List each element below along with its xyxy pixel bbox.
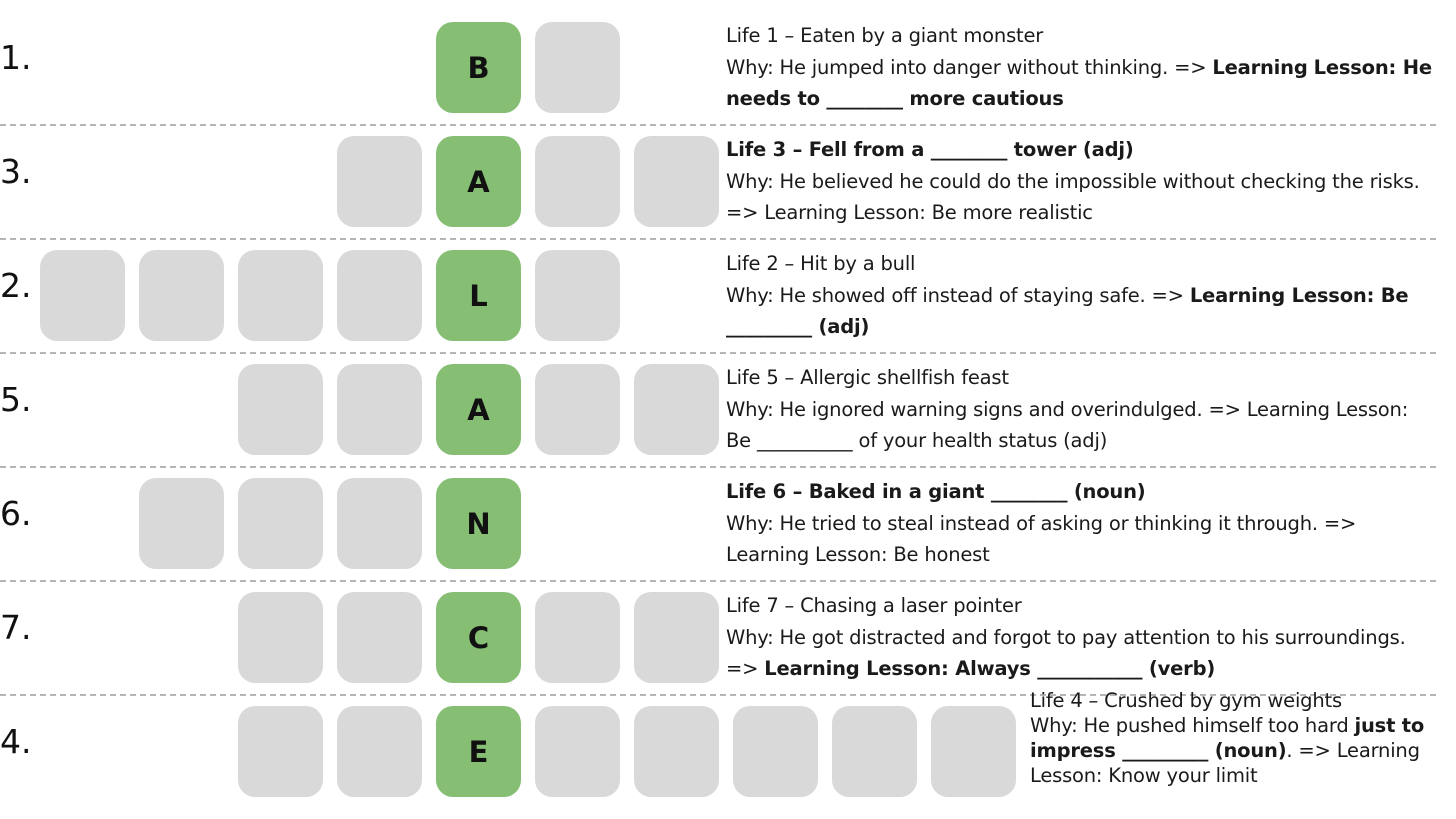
clue-segment: Lesson: He needs to ________ more cautious [726, 55, 1432, 110]
answer-cell[interactable] [139, 250, 224, 341]
clue-segment: Life 4 – Crushed by gym weights [1030, 689, 1342, 712]
clue-text [726, 134, 1436, 229]
puzzle-row [0, 456, 1456, 570]
answer-cell[interactable] [535, 22, 620, 113]
answer-cell[interactable] [535, 250, 620, 341]
clue-segment: Why: He got distracted and forgot to pay attention to his surroundings. => [726, 625, 1406, 680]
puzzle-row [0, 342, 1456, 456]
clue-segment: Learning Lesson: Be _________ (adj) [726, 283, 1409, 338]
answer-cell[interactable] [535, 706, 620, 797]
clue-segment: Why: He tried to steal instead of asking or thinking it through. => Learning Lesson: Be honest [726, 511, 1357, 566]
clue-segment: . => Learning Lesson: Know your limit [1030, 739, 1420, 787]
row-number: 3. [0, 151, 32, 191]
answer-cell[interactable] [139, 478, 224, 569]
answer-cell[interactable] [238, 364, 323, 455]
clue-segment: Life 7 – Chasing a laser pointer [726, 594, 1022, 617]
clue-segment: Life 2 – Hit by a bull [726, 252, 916, 275]
answer-cell[interactable] [337, 136, 422, 227]
answer-cell[interactable] [634, 592, 719, 683]
key-letter-cell: L [436, 250, 521, 341]
answer-cell[interactable] [40, 250, 125, 341]
key-letter-cell: N [436, 478, 521, 569]
clue-text [726, 20, 1436, 115]
clue-segment: just to impress _________ (noun) [1030, 714, 1425, 762]
clue-segment: Why: He ignored warning signs and overindulged. => Learning Lesson: Be __________ of your health status (adj) [726, 397, 1409, 452]
clue-segment: Why: He jumped into danger without thinking. => [726, 55, 1213, 79]
clue-segment: Why: He pushed himself too hard [1030, 714, 1355, 737]
answer-cell[interactable] [337, 364, 422, 455]
row-number: 2. [0, 265, 32, 305]
clue-text [726, 362, 1436, 457]
answer-cell[interactable] [535, 136, 620, 227]
answer-cell[interactable] [634, 364, 719, 455]
clue-text [726, 590, 1436, 685]
answer-cell[interactable] [337, 478, 422, 569]
row-number: 7. [0, 607, 32, 647]
answer-cell[interactable] [634, 706, 719, 797]
puzzle-row [0, 0, 1456, 114]
key-letter-cell: E [436, 706, 521, 797]
key-letter-cell: B [436, 22, 521, 113]
answer-cell[interactable] [634, 136, 719, 227]
key-letter-cell: A [436, 136, 521, 227]
clue-segment: Life 6 – Baked in a giant ________ (noun) [726, 480, 1146, 503]
answer-cell[interactable] [238, 478, 323, 569]
clue-text [1030, 688, 1440, 788]
answer-cell[interactable] [337, 592, 422, 683]
clue-segment: Life 1 – Eaten by a giant monster [726, 24, 1044, 47]
clue-segment: Learning Lesson: Always ___________ (verb) [764, 657, 1216, 680]
row-number: 1. [0, 37, 32, 77]
puzzle-row [0, 114, 1456, 228]
answer-cell[interactable] [931, 706, 1016, 797]
row-number: 6. [0, 493, 32, 533]
answer-cell[interactable] [535, 364, 620, 455]
key-letter-cell: C [436, 592, 521, 683]
row-number: 5. [0, 379, 32, 419]
answer-cell[interactable] [238, 592, 323, 683]
answer-cell[interactable] [238, 250, 323, 341]
puzzle-row [0, 228, 1456, 342]
answer-cell[interactable] [337, 250, 422, 341]
key-letter-cell: A [436, 364, 521, 455]
answer-cell[interactable] [535, 592, 620, 683]
clue-segment: Life 3 – Fell from a ________ tower (adj) [726, 138, 1134, 161]
clue-text [726, 476, 1436, 571]
clue-text [726, 248, 1436, 343]
clue-segment: Why: He showed off instead of staying safe. => [726, 283, 1190, 307]
puzzle-row [0, 684, 1456, 799]
answer-cell[interactable] [733, 706, 818, 797]
row-number: 4. [0, 722, 32, 761]
clue-segment: Life 5 – Allergic shellfish feast [726, 366, 1009, 389]
clue-segment: Learning [1212, 55, 1308, 79]
answer-cell[interactable] [832, 706, 917, 797]
clue-segment: Why: He believed he could do the impossible without checking the risks. => Learning Lesson: Be more realistic [726, 169, 1420, 224]
answer-cell[interactable] [337, 706, 422, 797]
puzzle-row [0, 570, 1456, 684]
answer-cell[interactable] [238, 706, 323, 797]
